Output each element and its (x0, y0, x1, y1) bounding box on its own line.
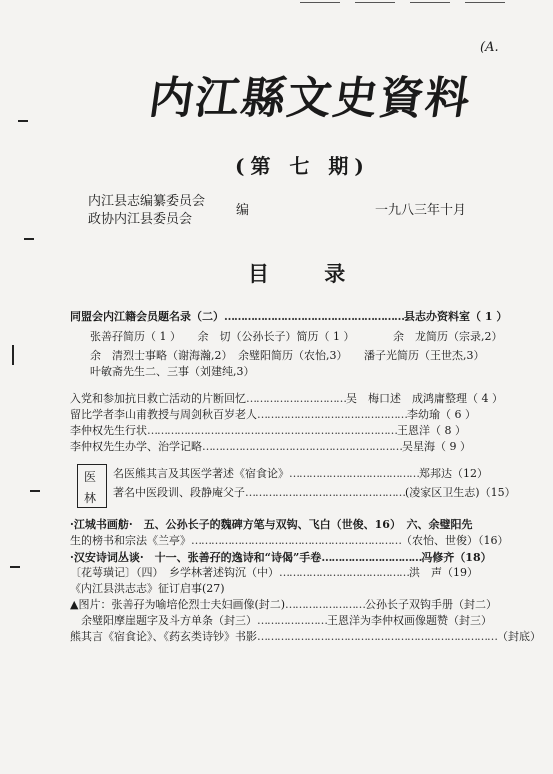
issue-number: (第 七 期) (235, 154, 370, 178)
publication-date: 一九八三年十月 (375, 203, 467, 218)
corner-handwritten-note: (A. (480, 40, 499, 55)
margin-mark (12, 345, 14, 365)
toc-entry-page: （ 1 ） (470, 310, 508, 323)
toc-entry-page: （ 8 ） (430, 424, 466, 437)
editor-role: 编 (236, 203, 250, 218)
top-edge-line (355, 2, 395, 3)
toc-entry-title: ·汉安诗词丛谈· 十一、张善孖的逸诗和“诗偈”手卷 (70, 551, 322, 564)
toc-entry-title: 留比学者李山甫教授与周剑秋百岁老人 (70, 408, 257, 421)
toc-entry (70, 534, 508, 548)
toc-entry (113, 467, 508, 481)
toc-entry-author: （农怡、世俊） (401, 534, 478, 547)
toc-entry (70, 518, 508, 532)
margin-mark (30, 490, 40, 492)
toc-entry-title: 李仲权先生办学、治学记略 (70, 440, 202, 453)
toc-entry (70, 310, 508, 324)
toc-entry-title: 入党和参加抗日救亡活动的片断回忆 (70, 392, 246, 405)
toc-entry-title: 著名中医段训、段静庵父子 (113, 486, 245, 499)
top-edge-line (300, 2, 340, 3)
toc-leader-dots: ………………………………………………………………… (147, 424, 397, 437)
toc-entry (113, 486, 516, 500)
toc-leader-dots: ………………………… (246, 392, 346, 405)
toc-leader-dots: ………………………………… (289, 467, 419, 480)
toc-leader-dots: ………………………………………… (245, 486, 405, 499)
toc-entry-author: 王恩洋 (397, 424, 430, 437)
toc-entry-title: ▲图片：张善孖为喻培伦烈士夫妇画像(封二) (70, 598, 286, 611)
toc-entry (70, 424, 508, 438)
toc-entry-title: 叶敏斋先生二、三事（刘建纯,3） (90, 365, 255, 378)
toc-leader-dots: ………………… (257, 614, 327, 627)
toc-entry-page: （19） (442, 566, 478, 579)
toc-entry-page: （ 4 ） (467, 392, 503, 405)
toc-entry-title: 李仲权先生行状 (70, 424, 147, 437)
toc-entry-author: 洪 声 (409, 566, 442, 579)
toc-entry (70, 551, 508, 565)
toc-entry (90, 365, 508, 379)
toc-heading: 目 录 (248, 261, 370, 286)
toc-entry-author: 郑邦达 (419, 467, 452, 480)
yilin-section-box (77, 464, 107, 508)
toc-entry (90, 330, 508, 344)
toc-entry (70, 614, 508, 628)
toc-entry (70, 440, 508, 454)
toc-entry-title: 余 清烈士事略（谢海瀚,2） 余璧阳简历（农怡,3） 潘子光简历（王世杰,3） (90, 349, 485, 362)
toc-entry (70, 408, 508, 422)
toc-entry (70, 566, 508, 580)
toc-entry-page: （16） (478, 534, 509, 547)
editor-line-2: 政协内江县委员会 (88, 212, 193, 227)
toc-entry-title: 名医熊其言及其医学著述《宿食论》 (113, 467, 289, 480)
toc-entry-title: ·江城书画舫· 五、公孙长子的魏碑方笔与双钩、飞白（世俊、16） 六、余璧阳先 (70, 518, 473, 531)
toc-leader-dots: ……………………………………………… (224, 310, 404, 323)
toc-entry-page: （12） (452, 467, 488, 480)
margin-mark (24, 238, 34, 240)
toc-entry-page: （封底） (497, 630, 541, 643)
toc-entry-title: 熊其言《宿食论》、《药玄类诗钞》书影 (70, 630, 257, 643)
margin-mark (18, 120, 28, 122)
toc-leader-dots: …………………… (285, 598, 366, 611)
top-edge-line (465, 2, 505, 3)
toc-entry-author: 吴星海 (402, 440, 435, 453)
toc-entry-title: 〔花萼璜记〕（四） 乡学林著述钩沉（中） (70, 566, 279, 579)
toc-entry-title: 《内江县洪志志》征订启事(27) (70, 582, 225, 595)
toc-entry-page: （18） (454, 551, 492, 564)
toc-entry-title: 余璧阳摩崖题字及斗方单条（封三） (70, 614, 257, 627)
toc-entry-author: 王恩洋为李仲权画像题赞 (327, 614, 448, 627)
toc-leader-dots: ……………………………………………………………… (257, 630, 497, 643)
toc-entry-author: (凌家区卫生志) (405, 486, 480, 499)
toc-entry-page: （ 9 ） (435, 440, 471, 453)
toc-entry (70, 582, 508, 596)
margin-mark (10, 566, 20, 568)
toc-entry-page: （封二） (453, 598, 498, 611)
toc-entry-author: 冯修齐 (421, 551, 455, 564)
toc-entry-page: （15） (479, 486, 516, 499)
box-label-top: 医 (84, 470, 97, 484)
toc-leader-dots: ……………………………………… (257, 408, 407, 421)
toc-entry-title: 生的榜书和宗法《兰亭》 (70, 534, 191, 547)
toc-entry-author: 县志办资料室 (404, 310, 470, 323)
toc-leader-dots: ……………………………………………………… (191, 534, 401, 547)
toc-entry-author: 吴 梅口述 成鸿庸整理 (346, 392, 467, 405)
toc-entry (70, 598, 508, 612)
journal-title: 内江縣文史資料 (145, 73, 475, 124)
toc-entry-title: 同盟会内江籍会员题名录（二） (70, 310, 224, 323)
toc-entry (90, 349, 508, 363)
toc-entry (70, 392, 508, 406)
editor-line-1: 内江县志编纂委员会 (88, 194, 206, 209)
toc-leader-dots: …………………………………………………… (202, 440, 402, 453)
toc-entry-author: 公孙长子双钩手册 (365, 598, 454, 611)
toc-entry-author: 李幼瑜 (407, 408, 440, 421)
toc-entry-page: （ 6 ） (440, 408, 476, 421)
toc-entry-title: 张善孖简历（ 1 ） 余 切（公孙长子）简历（ 1 ） 余 龙简历（宗录,2） (90, 330, 503, 343)
toc-leader-dots: ………………………… (321, 551, 422, 564)
top-edge-line (410, 2, 450, 3)
toc-entry (70, 630, 541, 644)
toc-entry-page: （封三） (448, 614, 492, 627)
box-label-bottom: 林 (84, 491, 97, 505)
toc-leader-dots: ………………………………… (279, 566, 409, 579)
